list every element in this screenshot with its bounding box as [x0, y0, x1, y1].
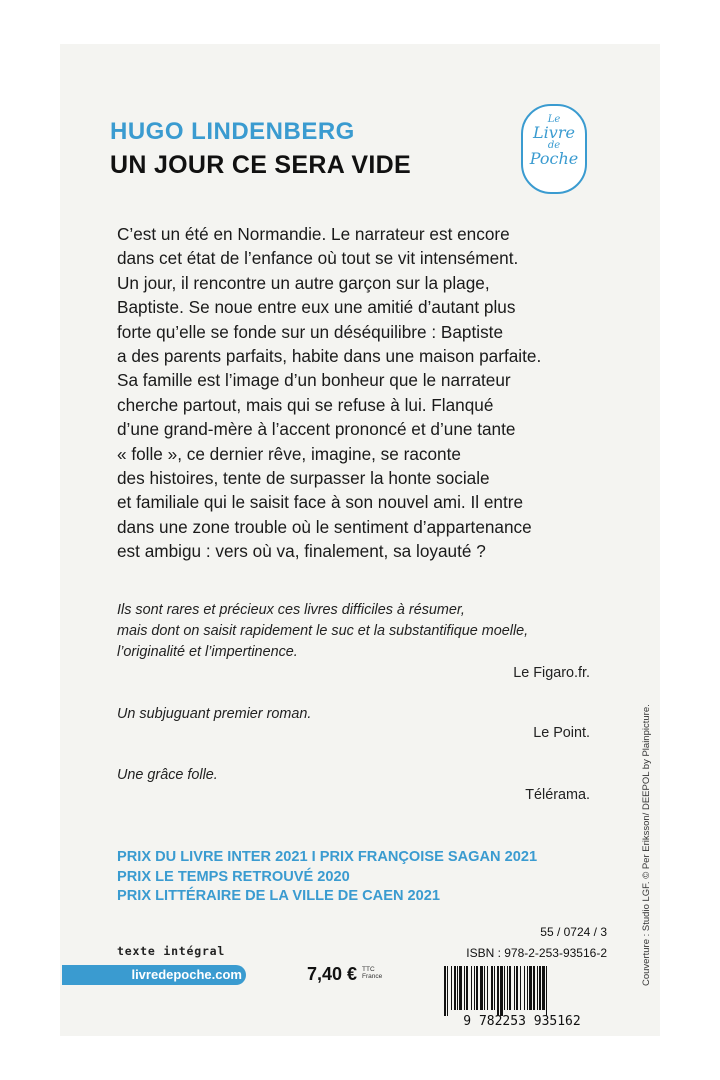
barcode	[430, 962, 610, 1028]
isbn: ISBN : 978-2-253-93516-2	[466, 946, 607, 960]
barcode-bar	[504, 966, 505, 1010]
press-quote-point	[117, 704, 617, 725]
book-summary	[117, 222, 617, 564]
barcode-bar	[466, 966, 468, 1010]
barcode-bar	[507, 966, 508, 1010]
barcode-bar	[480, 966, 483, 1010]
barcode-bar	[459, 966, 462, 1010]
logo-text-poche: Poche	[529, 149, 579, 168]
texte-integral-label: texte intégral	[117, 944, 226, 958]
barcode-bar	[451, 966, 452, 1010]
barcode-bar	[542, 966, 545, 1010]
price-note	[362, 966, 382, 980]
quote-source-point: Le Point.	[533, 725, 590, 741]
summary-line: dans une zone trouble où le sentiment d’appartenance	[117, 516, 532, 537]
barcode-bar	[527, 966, 528, 1010]
barcode-bar	[497, 966, 499, 1016]
press-quote-telerama	[117, 765, 617, 786]
logo-text-de: de	[547, 140, 561, 151]
author-name: HUGO LINDENBERG	[110, 118, 355, 145]
barcode-bar	[537, 966, 538, 1010]
summary-line: d’une grand-mère à l’accent prononcé et d’une tante	[117, 419, 516, 440]
summary-line: forte qu’elle se fonde sur un déséquilibre : Baptiste	[117, 321, 504, 342]
summary-line: Sa famille est l’image d’un bonheur que le narrateur	[117, 370, 511, 391]
barcode-bar	[484, 966, 485, 1010]
barcode-number: 9 782253 935162	[463, 1014, 581, 1028]
summary-line: Baptiste. Se noue entre eux une amitié d’autant plus	[117, 297, 516, 318]
summary-line: cherche partout, mais qui se refuse à lui. Flanqué	[117, 394, 494, 415]
summary-line: des histoires, tente de surpasser la honte sociale	[117, 468, 490, 489]
summary-line: Un jour, il rencontre un autre garçon sur la plage,	[117, 272, 490, 293]
barcode-bar	[476, 966, 478, 1010]
barcode-bar	[491, 966, 493, 1010]
prize-line: PRIX LE TEMPS RETROUVÉ 2020	[117, 868, 350, 885]
quote-line: Une grâce folle.	[117, 767, 218, 783]
logo-text-livre: Livre	[533, 123, 575, 142]
quote-line: mais dont on saisit rapidement le suc et la substantifique moelle,	[117, 623, 529, 639]
summary-line: C’est un été en Normandie. Le narrateur est encore	[117, 224, 510, 244]
barcode-bar	[533, 966, 535, 1010]
barcode-bar	[546, 966, 547, 1016]
barcode-bar	[474, 966, 475, 1010]
logo-text-le: Le	[547, 114, 561, 125]
price: 7,40 €	[307, 964, 358, 984]
quote-source-figaro: Le Figaro.fr.	[513, 665, 590, 681]
quote-line: l’originalité et l’impertinence.	[117, 644, 298, 660]
quote-line: Ils sont rares et précieux ces livres difficiles à résumer,	[117, 602, 465, 618]
price-note-france: France	[362, 973, 383, 980]
prize-line: PRIX DU LIVRE INTER 2021 I PRIX FRANÇOISE SAGAN 2021	[117, 849, 538, 865]
barcode-bar	[487, 966, 488, 1010]
publisher-logo	[521, 104, 587, 194]
barcode-bar	[514, 966, 515, 1010]
barcode-bar	[500, 966, 503, 1016]
quote-source-telerama: Télérama.	[525, 787, 590, 803]
barcode-bar	[509, 966, 511, 1010]
summary-line: « folle », ce dernier rêve, imagine, se raconte	[117, 443, 461, 464]
summary-line: dans cet état de l’enfance où tout se vit intensément.	[117, 248, 519, 269]
barcode-bar	[520, 966, 521, 1010]
barcode-bar	[494, 966, 495, 1010]
barcode-bar	[444, 966, 446, 1016]
barcode-bar	[539, 966, 541, 1010]
barcode-bars	[444, 966, 547, 1016]
press-quote-figaro	[117, 600, 617, 663]
barcode-bar	[516, 966, 518, 1010]
price-note-ttc: TTC	[362, 966, 375, 973]
quote-line: Un subjuguant premier roman.	[117, 706, 312, 722]
barcode-bar	[471, 966, 472, 1010]
barcode-bar	[447, 966, 448, 1016]
prize-list	[117, 848, 537, 907]
website-link[interactable]: livredepoche.com	[62, 965, 246, 985]
reference-number: 55 / 0724 / 3	[540, 925, 607, 939]
barcode-bar	[457, 966, 458, 1010]
summary-line: a des parents parfaits, habite dans une maison parfaite.	[117, 346, 542, 367]
book-title: UN JOUR CE SERA VIDE	[110, 151, 411, 179]
barcode-bar	[524, 966, 525, 1010]
cover-credit: Couverture : Studio LGF. © Per Eriksson/ DEEPOL by Plainpicture.	[641, 704, 652, 986]
summary-line: et familiale qui le saisit face à son nouvel ami. Il entre	[117, 492, 524, 513]
barcode-bar	[454, 966, 456, 1010]
summary-line: est ambigu : vers où va, finalement, sa loyauté ?	[117, 541, 486, 562]
barcode-bar	[464, 966, 465, 1010]
barcode-bar	[529, 966, 532, 1010]
prize-line: PRIX LITTÉRAIRE DE LA VILLE DE CAEN 2021	[117, 888, 441, 904]
